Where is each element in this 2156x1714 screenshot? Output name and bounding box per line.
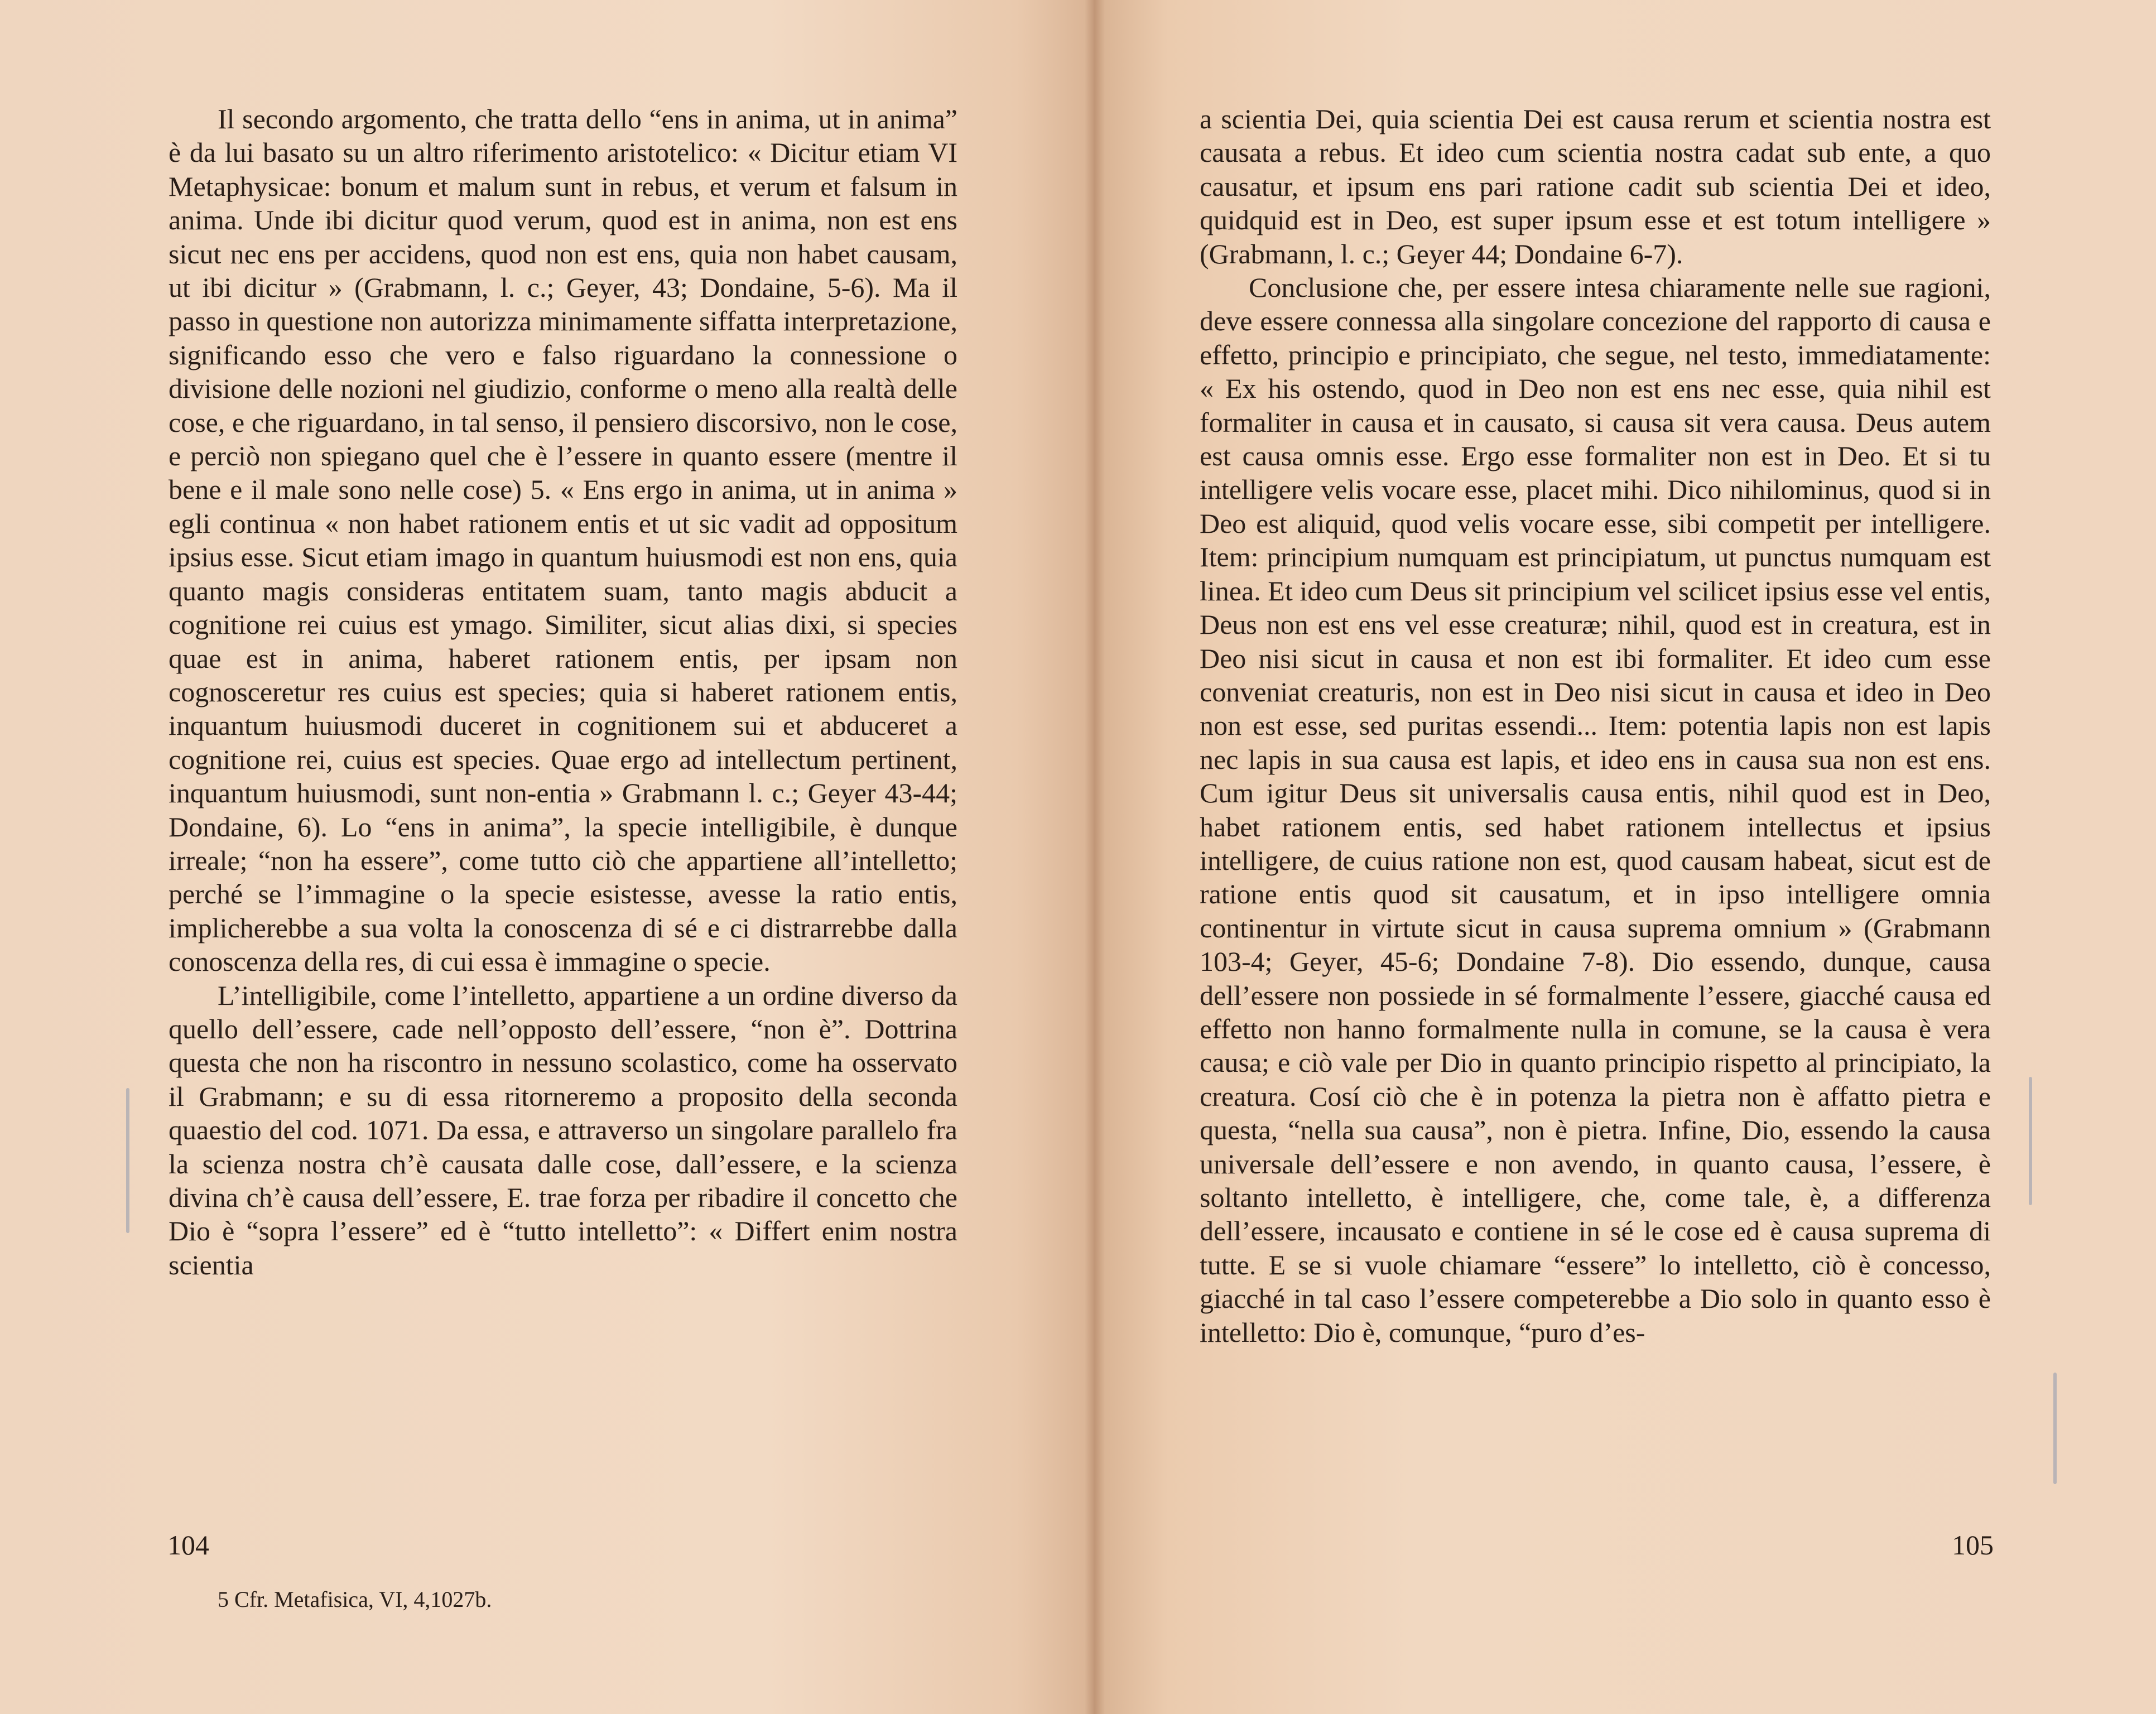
pencil-mark-left	[126, 1088, 129, 1233]
right-paragraph-2: Conclusione che, per essere intesa chiaramente nelle sue ragioni, deve essere connessa alla singolare concezione del rapporto di causa e effetto, principio e principiato, che segue, nel testo, immediatamente: « Ex his ostendo, quod in Deo non est ens nec esse, quia nihil est formaliter in causa et in causato, si causa sit vera causa. Deus autem est causa omnis esse. Ergo esse formaliter non est in Deo. Et si tu intelligere velis vocare esse, placet mihi. Dico nihilominus, quod si in Deo est aliquid, quod velis vocare esse, sibi competit per intelligere. Item: principium numquam est principiatum, ut punctus numquam est linea. Et ideo cum Deus sit principium vel scilicet ipsius esse vel entis, Deus non est ens vel esse creaturæ; nihil, quod est in creatura, est in Deo nisi sicut in causa et non est ibi formaliter. Et ideo cum esse conveniat creaturis, non est in Deo nisi sicut in causa et ideo in Deo non est esse, sed puritas essendi... Item: potentia lapis non est lapis nec lapis in sua causa est lapis, et ideo ens in causa sua non est ens. Cum igitur Deus sit universalis causa entis, nihil quod est in Deo, habet rationem entis, sed habet rationem intellectus et ipsius intelligere, de cuius ratione non est, quod causam habeat, sicut est de ratione entis quod sit causatum, et in ipso intelligere omnia continentur in virtute sicut in causa suprema omnium » (Grabmann 103-4; Geyer, 45-6; Dondaine 7-8). Dio essendo, dunque, causa dell’essere non possiede in sé formalmente l’essere, giacché causa ed effetto non hanno formalmente nulla in comune, se la causa è vera causa; e ciò vale per Dio in quanto principio rispetto al principiato, la creatura. Cosí ciò che è in potenza la pietra non è affatto pietra e questa, “nella sua causa”, non è pietra. Infine, Dio, essendo la causa universale dell’essere e non avendo, in quanto causa, l’essere, è soltanto intelletto, è intelligere, che, come tale, è, a differenza dell’essere, incausato e contiene in sé le cose ed è causa suprema di tutte. E se si vuole chiamare “essere” lo intelletto, ciò è concesso, giacché in tal caso l’essere competerebbe a Dio solo in quanto esso è intelletto: Dio è, comunque, “puro d’es-	[1200, 272, 1991, 1348]
book-gutter	[1085, 0, 1105, 1714]
pencil-mark-right-2	[2053, 1373, 2057, 1484]
right-paragraph-1: a scientia Dei, quia scientia Dei est causa rerum et scientia nostra est causata a rebus. Et ideo cum scientia nostra cadat sub ente, a quo causatur, et ipsum ens pari ratione cadit sub scientia Dei et ideo, quidquid est in Deo, est super ipsum esse et est totum intelligere » (Grabmann, l. c.; Geyer 44; Dondaine 6-7).	[1200, 103, 1991, 269]
pencil-mark-right-1	[2029, 1077, 2032, 1205]
page-number-right: 105	[1952, 1529, 1994, 1561]
left-paragraph-2: L’intelligibile, come l’intelletto, appartiene a un ordine diverso da quello dell’essere, cade nell’opposto dell’essere, “non è”. Dottrina questa che non ha riscontro in nessuno scolastico, come ha osservato il Grabmann; e su di essa ritorneremo a proposito della seconda quaestio del cod. 1071. Da essa, e attraverso un singolare parallelo fra la scienza nostra ch’è causata dalle cose, dall’essere, e la scienza divina ch’è causa dell’essere, E. trae forza per ribadire il concetto che Dio è “sopra l’essere” ed è “tutto intelletto”: « Differt enim nostra scientia	[169, 979, 957, 1280]
left-paragraph-1: Il secondo argomento, che tratta dello “ens in anima, ut in anima” è da lui basato su un altro riferimento aristotelico: « Dicitur etiam VI Metaphysicae: bonum et malum sunt in rebus, et verum et falsum in anima. Unde ibi dicitur quod verum, quod est in anima, non est ens sicut nec ens per accidens, quod non est ens, quia non habet causam, ut ibi dicitur » (Grabmann, l. c.; Geyer, 43; Dondaine, 5-6). Ma il passo in questione non autorizza minimamente siffatta interpretazione, significando esso che vero e falso riguardano la connessione o divisione delle nozioni nel giudizio, conforme o meno alla realtà delle cose, e che riguardano, in tal senso, il pensiero discorsivo, non le cose, e perciò non spiegano quel che è l’essere in quanto essere (mentre il bene e il male sono nelle cose) 5. « Ens ergo in anima, ut in anima » egli continua « non habet rationem entis et ut sic vadit ad oppositum ipsius esse. Sicut etiam imago in quantum huiusmodi est non ens, quia quanto magis consideras entitatem suam, tanto magis abducit a cognitione rei cuius est ymago. Similiter, sicut alias dixi, si species quae est in anima, haberet rationem entis, per ipsam non cognosceretur res cuius est species; quia si haberet rationem entis, inquantum huiusmodi duceret in cognitionem sui et abduceret a cognitione rei, cuius est species. Quae ergo ad intellectum pertinent, inquantum huiusmodi, sunt non-entia » Grabmann l. c.; Geyer 43-44; Dondaine, 6). Lo “ens in anima”, la specie intelligibile, è dunque irreale; “non ha essere”, come tutto ciò che appartiene all’intelletto; perché se l’immagine o la specie esistesse, avesse la ratio entis, implicherebbe a sua volta la conoscenza di sé e ci distrarrebbe dalla conoscenza della res, di cui essa è immagine o specie.	[169, 103, 957, 978]
right-page-text	[1200, 102, 1991, 1349]
left-page-text	[169, 102, 957, 1282]
footnote: 5 Cfr. Metafisica, VI, 4,1027b.	[218, 1587, 492, 1612]
page-number-left: 104	[167, 1529, 209, 1561]
right-page	[1094, 0, 2156, 1714]
